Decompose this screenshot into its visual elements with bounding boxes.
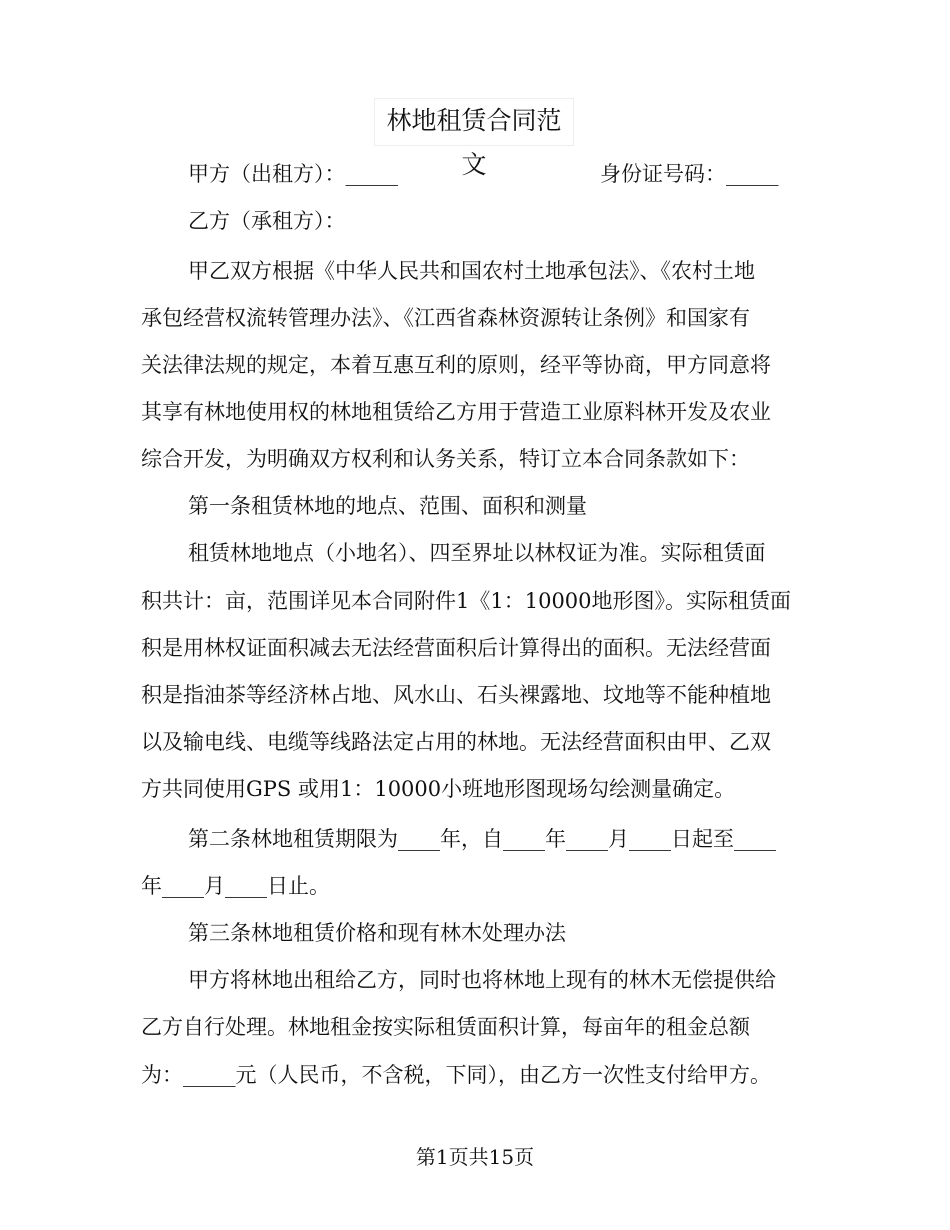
article-heading: 第一条租赁林地的地点、范围、面积和测量 [188,494,587,518]
paragraph-line: 其享有林地使用权的林地租赁给乙方用于营造工业原料林开发及农业 [141,400,771,424]
paragraph-line: 积是用林权证面积减去无法经营面积后计算得出的面积。无法经营面 [141,636,771,660]
page-number: 第1页共15页 [415,1145,535,1169]
party-a-line: 甲方（出租方）：_____ [188,162,398,186]
id-number-line: 身份证号码：_____ [600,162,779,186]
paragraph-line: 积是指油茶等经济林占地、风水山、石头裸露地、坟地等不能种植地 [141,683,771,707]
paragraph-line: 年____月____日止。 [141,874,330,898]
document-title: 林地租赁合同范文 [374,98,574,146]
paragraph-line: 关法律法规的规定，本着互惠互利的原则，经平等协商，甲方同意将 [141,353,771,377]
paragraph-line: 甲乙双方根据《中华人民共和国农村土地承包法》、《农村土地 [188,259,755,283]
article-heading: 第三条林地租赁价格和现有林木处理办法 [188,921,566,945]
paragraph-line: 乙方自行处理。林地租金按实际租赁面积计算，每亩年的租金总额 [141,1015,750,1039]
article-heading: 第二条林地租赁期限为____年，自____年____月____日起至____ [188,827,776,851]
paragraph-line: 租赁林地地点（小地名）、四至界址以林权证为准。实际租赁面 [188,541,766,565]
paragraph-line: 积共计：亩，范围详见本合同附件1《1：10000地形图》。实际租赁面 [141,589,792,613]
paragraph-line: 承包经营权流转管理办法》、《江西省森林资源转让条例》和国家有 [141,306,750,330]
paragraph-line: 方共同使用GPS 或用1：10000小班地形图现场勾绘测量确定。 [141,777,736,801]
paragraph-line: 甲方将林地出租给乙方，同时也将林地上现有的林木无偿提供给 [188,968,776,992]
paragraph-line: 为：_____元（人民币，不含税，下同），由乙方一次性支付给甲方。 [141,1063,771,1087]
paragraph-line: 以及输电线、电缆等线路法定占用的林地。无法经营面积由甲、乙双 [141,730,771,754]
paragraph-line: 综合开发，为明确双方权利和认务关系，特订立本合同条款如下： [141,447,750,471]
party-b-line: 乙方（承租方）： [188,209,346,233]
